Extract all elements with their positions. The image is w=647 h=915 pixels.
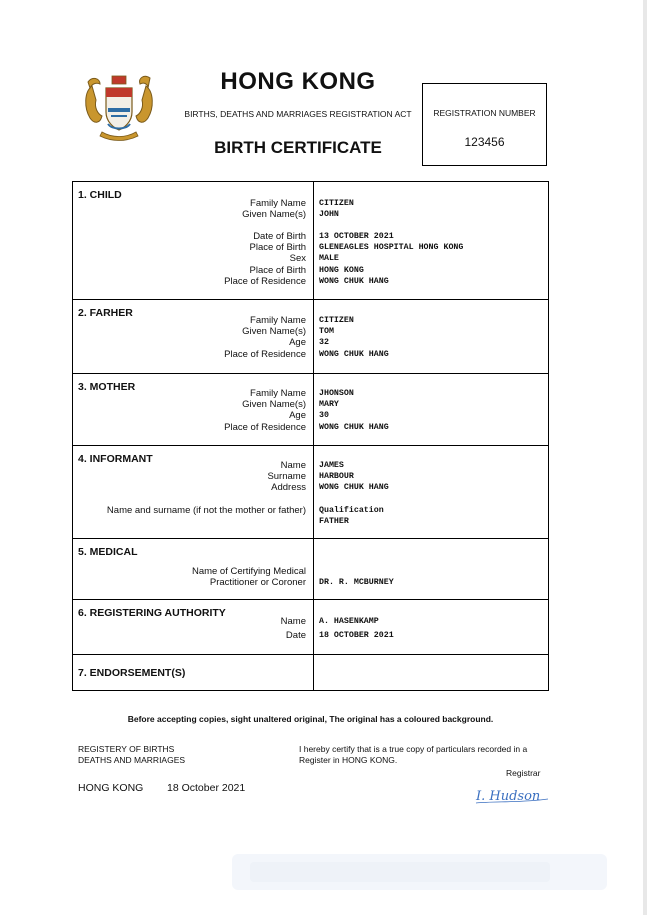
other-informant-label: Name and surname (if not the mother or father) <box>106 505 306 516</box>
label-text: Given Name(s) <box>242 399 306 411</box>
mother-labels <box>224 388 306 433</box>
dob-value: 13 OCTOBER 2021 <box>319 232 394 241</box>
label-text: Practitioner or Coroner <box>209 577 306 589</box>
medical-label <box>192 566 306 588</box>
page-title: HONG KONG <box>220 68 376 95</box>
label-text: Place of Birth <box>249 242 306 254</box>
residence-value: WONG CHUK HANG <box>319 349 389 359</box>
act-subtitle: BIRTHS, DEATHS AND MARRIAGES REGISTRATION ACT <box>184 109 412 119</box>
residence-value: WONG CHUK HANG <box>319 422 389 432</box>
section-mother <box>73 373 548 446</box>
issue-date: 18 October 2021 <box>167 782 246 794</box>
certify-line: Register in HONG KONG. <box>299 755 398 765</box>
label-text: Given Name(s) <box>242 209 306 221</box>
informant-labels <box>267 460 306 494</box>
section-father <box>73 299 548 374</box>
faint-watermark <box>232 848 607 896</box>
label-text: Place of Birth <box>249 264 306 276</box>
medical-value: DR. R. MCBURNEY <box>319 578 394 587</box>
section-heading: 3. MOTHER <box>78 381 136 393</box>
age-value: 30 <box>319 411 329 421</box>
given-names-value: TOM <box>319 327 334 337</box>
father-values <box>319 315 389 360</box>
label-text: Family Name <box>250 315 306 326</box>
pob-value: GLENEAGLES HOSPITAL HONG KONG <box>319 243 464 253</box>
date-value: 18 OCTOBER 2021 <box>319 631 394 640</box>
qualification-value: FATHER <box>319 517 349 527</box>
label-text: Name of Certifying Medical <box>191 566 306 577</box>
label-text: Family Name <box>250 388 306 399</box>
registrar-label: Registrar <box>506 768 541 778</box>
family-name-value: CITIZEN <box>319 316 354 325</box>
registrar-signature <box>474 784 550 806</box>
label-text: Place of Residence <box>224 348 306 360</box>
label-text: Address <box>271 482 306 494</box>
label-text: Sex <box>289 253 306 265</box>
registry-line: REGISTERY OF BIRTHS <box>78 744 175 754</box>
family-name-value: JHONSON <box>319 389 354 398</box>
registration-number: 123456 <box>464 135 505 149</box>
father-labels <box>224 315 306 360</box>
surname-value: HARBOUR <box>319 472 354 482</box>
section-heading: 5. MEDICAL <box>78 546 138 558</box>
name-value: JAMES <box>319 461 344 470</box>
certificate-form <box>72 181 549 691</box>
section-heading: 7. ENDORSEMENT(S) <box>78 667 186 679</box>
label-text: Date <box>285 630 306 641</box>
label-text: Place of Residence <box>224 421 306 433</box>
label-text: Name <box>280 616 306 627</box>
section-medical <box>73 538 548 600</box>
informant-values <box>319 460 389 494</box>
registry-name <box>78 744 185 766</box>
pob2-value: HONG KONG <box>319 265 364 275</box>
family-name-value: CITIZEN <box>319 199 354 208</box>
registration-box <box>422 83 547 166</box>
given-names-value: JOHN <box>319 210 339 220</box>
mother-values <box>319 388 389 433</box>
page-edge <box>643 0 647 915</box>
label-text: Surname <box>267 471 306 483</box>
birth-values <box>319 231 463 287</box>
age-value: 32 <box>319 338 329 348</box>
name-value: A. HASENKAMP <box>319 617 379 626</box>
section-heading: 2. FARHER <box>78 307 133 319</box>
registry-line: DEATHS AND MARRIAGES <box>78 755 186 765</box>
certificate-title: BIRTH CERTIFICATE <box>214 138 382 157</box>
qualification-values <box>319 505 384 527</box>
qualification-label: Qualification <box>319 506 384 515</box>
coat-of-arms-icon <box>78 68 160 146</box>
signature-text: I. Hudson <box>476 789 541 804</box>
section-registering-authority <box>73 599 548 655</box>
birth-labels <box>224 231 306 287</box>
label-text: Place of Residence <box>224 275 306 287</box>
authority-labels <box>281 615 306 643</box>
residence-value: WONG CHUK HANG <box>319 276 389 286</box>
section-heading: 1. CHILD <box>78 189 122 201</box>
child-names-value <box>319 198 354 220</box>
section-heading: 6. REGISTERING AUTHORITY <box>78 607 226 619</box>
address-value: WONG CHUK HANG <box>319 483 389 493</box>
issue-place: HONG KONG <box>78 782 144 794</box>
section-heading: 4. INFORMANT <box>78 453 153 465</box>
authority-values <box>319 615 394 643</box>
section-child <box>73 182 548 299</box>
section-informant <box>73 445 548 539</box>
label-text: Family Name <box>250 198 306 209</box>
label-text: Date of Birth <box>253 231 306 242</box>
label-text: Age <box>289 337 306 349</box>
label-text: Age <box>289 410 306 422</box>
label-text: Given Name(s) <box>242 326 306 338</box>
authenticity-notice: Before accepting copies, sight unaltered original, The original has a coloured background. <box>127 714 494 724</box>
sex-value: MALE <box>319 254 339 264</box>
certify-line: I hereby certify that is a true copy of particulars recorded in a <box>299 744 528 754</box>
section-endorsements <box>73 654 548 692</box>
certification-statement <box>299 744 527 766</box>
registration-label: REGISTRATION NUMBER <box>433 108 536 118</box>
label-text: Name <box>280 460 306 471</box>
given-names-value: MARY <box>319 400 339 410</box>
family-name-label <box>242 198 306 220</box>
